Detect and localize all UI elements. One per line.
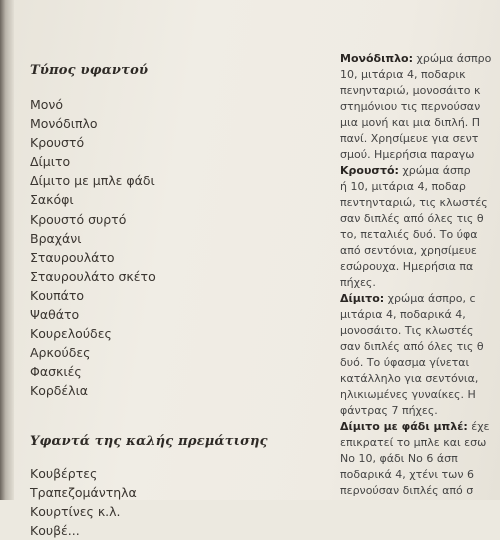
list-item: Κουπάτο — [30, 287, 85, 303]
list-item: Κορδέλια — [30, 383, 89, 399]
list-item: Τραπεζομάντηλα — [30, 485, 137, 501]
fine-textiles-list — [30, 464, 137, 540]
list-item: Σταυρουλάτο — [30, 249, 115, 265]
description-entry — [340, 51, 500, 163]
entry-first-text: χρώμα άσπρο, c — [384, 292, 476, 305]
list-item: Μονό — [30, 97, 64, 112]
fabric-type-list — [30, 95, 156, 401]
list-item: Μονόδιπλο — [30, 116, 98, 132]
description-entry — [340, 419, 500, 499]
entry-line: πανί. Χρησίμευε για σεντ — [340, 132, 479, 145]
entry-line: Νο 10, φάδι Νο 6 άσπ — [340, 452, 458, 465]
list-item: Κουρελούδες — [30, 326, 112, 342]
entry-term: Δίμιτο: — [340, 292, 385, 305]
entry-line: εσώρουχα. Ημερήσια πα — [340, 260, 474, 273]
description-entry — [340, 163, 500, 291]
entry-first-text: χρώμα άσπρο — [413, 52, 492, 65]
entry-line: μια μονή και μια διπλή. Π — [340, 116, 481, 129]
description-entry — [340, 291, 500, 419]
entry-line: φάντρας 7 πήχες. — [340, 404, 438, 417]
list-item: Κρουστό — [30, 135, 85, 151]
list-item: Βραχάνι — [30, 230, 82, 246]
entry-line: σαν διπλές από όλες τις θ — [340, 340, 484, 353]
section-heading-fabric-type: Τύπος υφαντού — [30, 63, 149, 78]
entry-line: κατάλληλο για σεντόνια, — [340, 372, 479, 385]
list-item: Ψαθάτο — [30, 307, 80, 323]
list-item: Δίμιτο — [30, 154, 71, 170]
entry-line: πήχες. — [340, 276, 376, 289]
entry-term: Δίμιτο με φάδι μπλέ: — [340, 420, 468, 433]
right-column-descriptions — [340, 51, 500, 499]
entry-line: σαν διπλές από όλες τις θ — [340, 212, 484, 225]
entry-line: μιτάρια 4, ποδαρικά 4, — [340, 308, 466, 321]
list-item: Δίμιτο με μπλε φάδι — [30, 173, 155, 189]
entry-line: πεντηνταριώ, τις κλωστές — [340, 196, 488, 209]
entry-first-line — [340, 419, 500, 435]
entry-first-line — [340, 51, 500, 67]
list-item: Αρκούδες — [30, 345, 91, 361]
entry-line: στημόνιου τις περνούσαν — [340, 100, 481, 113]
entry-term: Μονόδιπλο: — [340, 52, 414, 65]
entry-line: σμού. Ημερήσια παραγω — [340, 148, 475, 161]
entry-line: μονοσάιτο. Τις κλωστές — [340, 324, 474, 337]
entry-line: από σεντόνια, χρησίμευε — [340, 244, 477, 257]
list-item: Κουρτίνες κ.λ. — [30, 504, 121, 520]
entry-line: ποδαρικά 4, χτένι των 6 — [340, 468, 475, 481]
list-item: Κουβέ... — [30, 523, 80, 539]
entry-line: περνούσαν διπλές από σ — [340, 484, 474, 497]
entry-first-line — [340, 163, 500, 179]
entry-line: ηλικιωμένες γυναίκες. Η — [340, 388, 476, 401]
section-heading-fine-textiles: Υφαντά της καλής πρεμάτισης — [30, 434, 268, 449]
entry-first-text: χρώμα άσπρ — [398, 164, 471, 177]
entry-line: δυό. Το ύφασμα γίνεται — [340, 356, 470, 369]
entry-first-line — [340, 291, 500, 307]
entry-first-text: έχε — [467, 420, 490, 433]
book-gutter-shadow — [0, 0, 14, 500]
list-item: Σταυρουλάτο σκέτο — [30, 268, 156, 284]
entry-term: Κρουστό: — [340, 164, 399, 177]
list-item: Κρουστό συρτό — [30, 211, 127, 227]
list-item: Φασκιές — [30, 364, 82, 380]
entry-line: επικρατεί το μπλε και εσω — [340, 436, 487, 449]
entry-line: πενηνταριώ, μονοσάιτο κ — [340, 84, 481, 97]
entry-line: το, πεταλιές δυό. Το ύφα — [340, 228, 478, 241]
entry-line: ή 10, μιτάρια 4, ποδαρ — [340, 180, 466, 193]
entry-line: 10, μιτάρια 4, ποδαρικ — [340, 68, 466, 81]
list-item: Σακόφι — [30, 192, 74, 208]
list-item: Κουβέρτες — [30, 466, 98, 481]
